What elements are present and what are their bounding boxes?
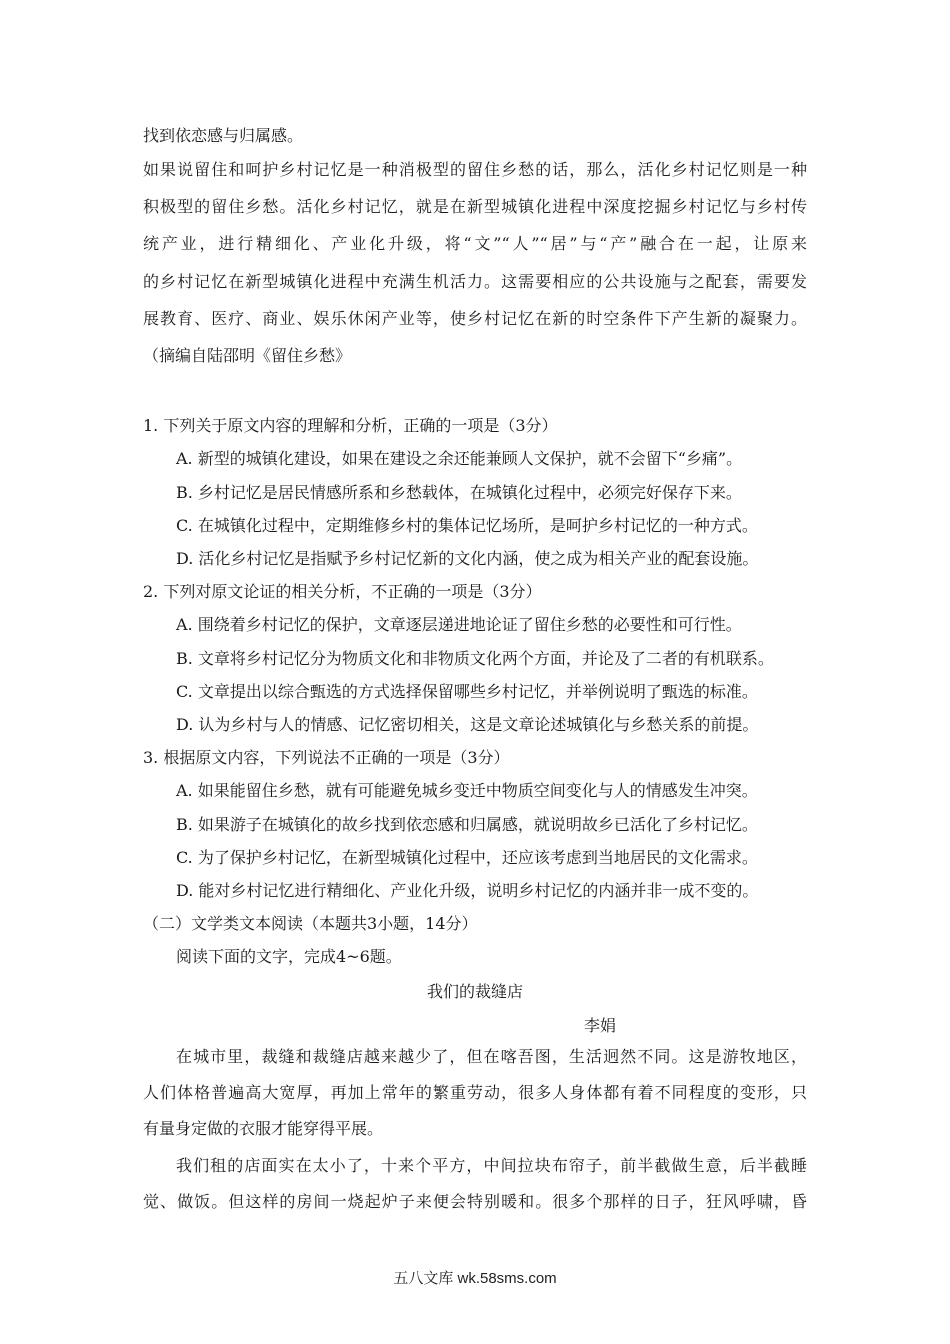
story-paragraph-line: 有量身定做的衣服才能穿得平展。	[143, 1119, 384, 1138]
story-paragraph-line: 在城市里，裁缝和裁缝店越来越少了，但在喀吾图，生活迥然不同。这是游牧地区，	[176, 1047, 807, 1066]
section-instruction: 阅读下面的文字，完成4~6题。	[176, 947, 402, 966]
section-heading: （二）文学类文本阅读（本题共3小题，14分）	[143, 914, 478, 933]
story-paragraph-line: 觉、做饭。但这样的房间一烧起炉子来便会特别暖和。很多个那样的日子，狂风呼啸，昏	[143, 1192, 807, 1211]
story-paragraph-line: 人们体格普遍高大宽厚，再加上常年的繁重劳动，很多人身体都有着不同程度的变形，只	[143, 1083, 807, 1102]
footer-watermark: 五八文库 wk.58sms.com	[393, 1270, 557, 1287]
story-paragraph-line: 我们租的店面实在太小了，十来个平方，中间拉块布帘子，前半截做生意，后半截睡	[176, 1156, 807, 1175]
question-option: B. 如果游子在城镇化的故乡找到依恋感和归属感，就说明故乡已活化了乡村记忆。	[176, 815, 758, 834]
question-option: C. 为了保护乡村记忆，在新型城镇化过程中，还应该考虑到当地居民的文化需求。	[176, 848, 758, 867]
passage-line: 找到依恋感与归属感。	[143, 126, 304, 145]
story-title: 我们的裁缝店	[426, 982, 523, 1001]
question-option: C. 文章提出以综合甄选的方式选择保留哪些乡村记忆，并举例说明了甄选的标准。	[176, 682, 758, 701]
question-stem: 1. 下列关于原文内容的理解和分析，正确的一项是（3分）	[143, 416, 558, 435]
question-option: D. 能对乡村记忆进行精细化、产业化升级，说明乡村记忆的内涵并非一成不变的。	[176, 881, 759, 900]
question-option: C. 在城镇化过程中，定期维修乡村的集体记忆场所，是呵护乡村记忆的一种方式。	[176, 516, 758, 535]
question-option: B. 文章将乡村记忆分为物质文化和非物质文化两个方面，并论及了二者的有机联系。	[176, 649, 774, 668]
question-option: D. 活化乡村记忆是指赋予乡村记忆新的文化内涵，使之成为相关产业的配套设施。	[176, 549, 759, 568]
passage-line: 积极型的留住乡愁。活化乡村记忆，就是在新型城镇化进程中深度挖掘乡村记忆与乡村传	[143, 197, 807, 216]
question-option: B. 乡村记忆是居民情感所系和乡愁载体，在城镇化过程中，必须完好保存下来。	[176, 483, 742, 502]
passage-source: （摘编自陆邵明《留住乡愁》	[143, 346, 352, 365]
question-stem: 3. 根据原文内容，下列说法不正确的一项是（3分）	[143, 748, 510, 767]
passage-line: 展教育、医疗、商业、娱乐休闲产业等，使乡村记忆在新的时空条件下产生新的凝聚力。	[143, 309, 807, 328]
question-stem: 2. 下列对原文论证的相关分析，不正确的一项是（3分）	[143, 582, 542, 601]
passage-line: 如果说留住和呵护乡村记忆是一种消极型的留住乡愁的话，那么，活化乡村记忆则是一种	[143, 160, 807, 179]
question-option: A. 围绕着乡村记忆的保护，文章逐层递进地论证了留住乡愁的必要性和可行性。	[176, 615, 742, 634]
question-option: A. 如果能留住乡愁，就有可能避免城乡变迁中物质空间变化与人的情感发生冲突。	[176, 781, 758, 800]
passage-line: 的乡村记忆在新型城镇化进程中充满生机活力。这需要相应的公共设施与之配套，需要发	[143, 272, 807, 291]
story-author: 李娟	[584, 1016, 617, 1035]
question-option: D. 认为乡村与人的情感、记忆密切相关，这是文章论述城镇化与乡愁关系的前提。	[176, 715, 759, 734]
question-option: A. 新型的城镇化建设，如果在建设之余还能兼顾人文保护，就不会留下“乡痛”。	[176, 449, 743, 468]
passage-line: 统产业，进行精细化、产业化升级，将“文”“人”“居”与“产”融合在一起，让原来	[143, 234, 807, 253]
